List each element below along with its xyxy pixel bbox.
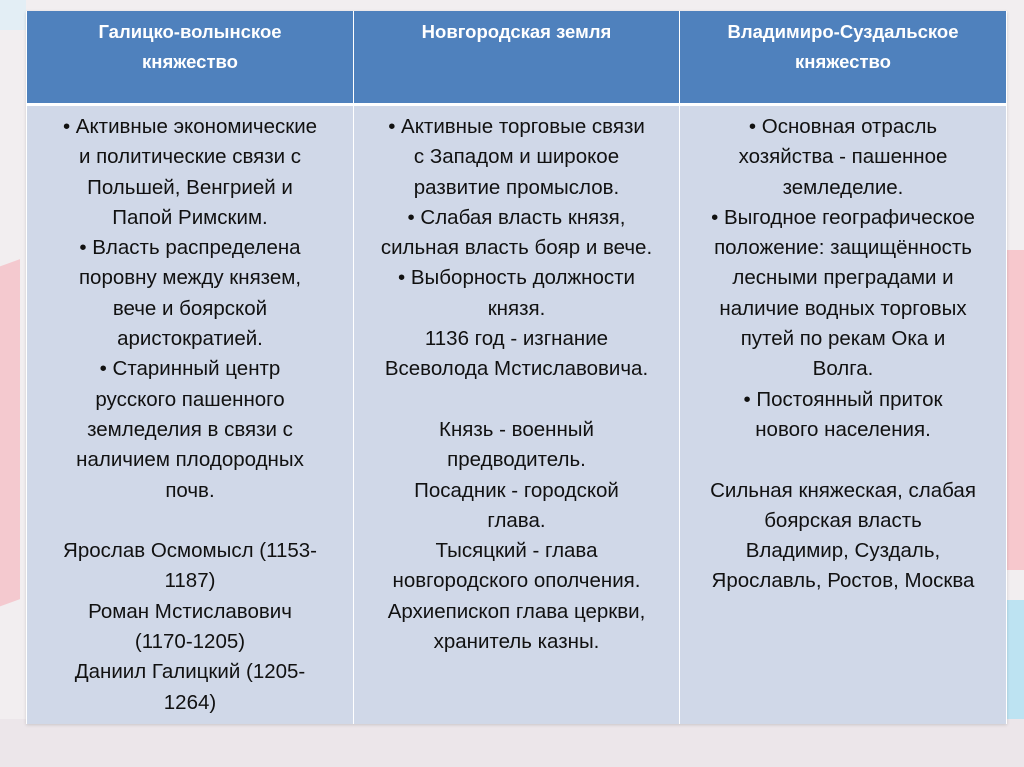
header-line: княжество xyxy=(795,51,891,72)
cell-text-line: и политические связи с xyxy=(78,145,302,169)
cell-text-line: русского пашенного xyxy=(95,387,285,411)
cell-text-line: новгородского ополчения. xyxy=(392,569,641,593)
comparison-table xyxy=(26,11,1007,724)
cell-text-line: боярская власть xyxy=(764,508,922,532)
header-vladimir-suzdal xyxy=(680,11,1007,105)
cell-text-line: • Слабая власть князя, xyxy=(407,205,626,229)
header-novgorod xyxy=(354,11,680,105)
background-shape xyxy=(0,259,20,621)
cell-text-line: вече и боярской xyxy=(112,296,268,320)
header-galicia-volhynia xyxy=(27,11,354,105)
cell-text-line: нового населения. xyxy=(755,417,931,441)
cell-text-line: наличием плодородных xyxy=(76,448,304,472)
cell-vladimir-suzdal xyxy=(680,105,1007,724)
cell-text-line: наличие водных торговых xyxy=(719,296,967,320)
cell-text-line: Роман Мстиславович xyxy=(88,599,292,623)
cell-text-line: Ярослав Осмомысл (1153- xyxy=(63,539,317,563)
cell-text-line: Сильная княжеская, слабая xyxy=(710,478,976,502)
cell-text-line: • Выборность должности xyxy=(398,266,635,290)
cell-text-line: (1170-1205) xyxy=(134,630,246,654)
cell-text-line: • Власть распределена xyxy=(79,236,301,260)
cell-text-line: хозяйства - пашенное xyxy=(738,145,948,169)
cell-text-line: Князь - военный xyxy=(439,417,594,441)
header-line: Владимиро-Суздальское xyxy=(727,21,959,42)
cell-text-line: Даниил Галицкий (1205- xyxy=(74,660,306,684)
cell-text-line: 1136 год - изгнание xyxy=(424,327,609,351)
cell-text-line: с Западом и широкое xyxy=(413,145,620,169)
cell-text-line: • Активные торговые связи xyxy=(388,115,645,138)
cell-text-line: земледелие. xyxy=(782,175,904,199)
header-line: Галицко-волынское xyxy=(98,21,282,42)
cell-text-line: • Старинный центр xyxy=(99,357,281,381)
cell-galicia-volhynia xyxy=(27,105,354,724)
cell-text-line: почв. xyxy=(165,478,215,502)
cell-text-line: сильная власть бояр и вече. xyxy=(380,236,653,260)
cell-text-line: путей по рекам Ока и xyxy=(740,327,946,351)
cell-text-line: положение: защищённость xyxy=(714,236,972,260)
cell-text-line: глава. xyxy=(487,508,546,532)
cell-text-line: Тысяцкий - глава xyxy=(435,539,598,563)
cell-text-line: земледелия в связи с xyxy=(87,417,293,441)
header-line: княжество xyxy=(142,51,238,72)
cell-text-line: Посадник - городской xyxy=(414,478,619,502)
cell-text-line: 1187) xyxy=(164,569,216,593)
cell-text-line: • Постоянный приток xyxy=(743,387,943,411)
cell-text-line: князя. xyxy=(487,296,546,320)
cell-text-line: Волга. xyxy=(812,357,874,381)
cell-text-line: • Активные экономические xyxy=(62,115,318,138)
background-band xyxy=(0,719,1024,767)
header-row xyxy=(27,11,1007,105)
blank-line xyxy=(364,385,669,415)
cell-text-line: поровну между князем, xyxy=(78,266,302,290)
cell-text-line: • Основная отрасль xyxy=(748,115,938,138)
cell-text-line: • Выгодное географическое xyxy=(711,205,975,229)
header-line: Новгородская земля xyxy=(421,21,612,42)
cell-text-line: аристократией. xyxy=(117,327,263,351)
content-row xyxy=(27,105,1007,724)
cell-novgorod xyxy=(354,105,680,724)
cell-text-line: 1264) xyxy=(163,690,217,714)
cell-text-line: Папой Римским. xyxy=(112,205,268,229)
cell-text-line: предводитель. xyxy=(447,448,586,472)
blank-line xyxy=(37,506,343,536)
cell-text-line: хранитель казны. xyxy=(433,630,600,654)
cell-text-line: Ярославль, Ростов, Москва xyxy=(711,569,975,593)
cell-text-line: Архиепископ глава церкви, xyxy=(387,599,646,623)
cell-text-line: Польшей, Венгрией и xyxy=(87,175,293,199)
cell-text-line: Владимир, Суздаль, xyxy=(745,539,941,563)
blank-line xyxy=(690,445,996,475)
cell-text-line: лесными преградами и xyxy=(732,266,954,290)
cell-text-line: Всеволода Мстиславовича. xyxy=(384,357,649,381)
background-shape xyxy=(0,0,26,30)
cell-text-line: развитие промыслов. xyxy=(413,175,620,199)
